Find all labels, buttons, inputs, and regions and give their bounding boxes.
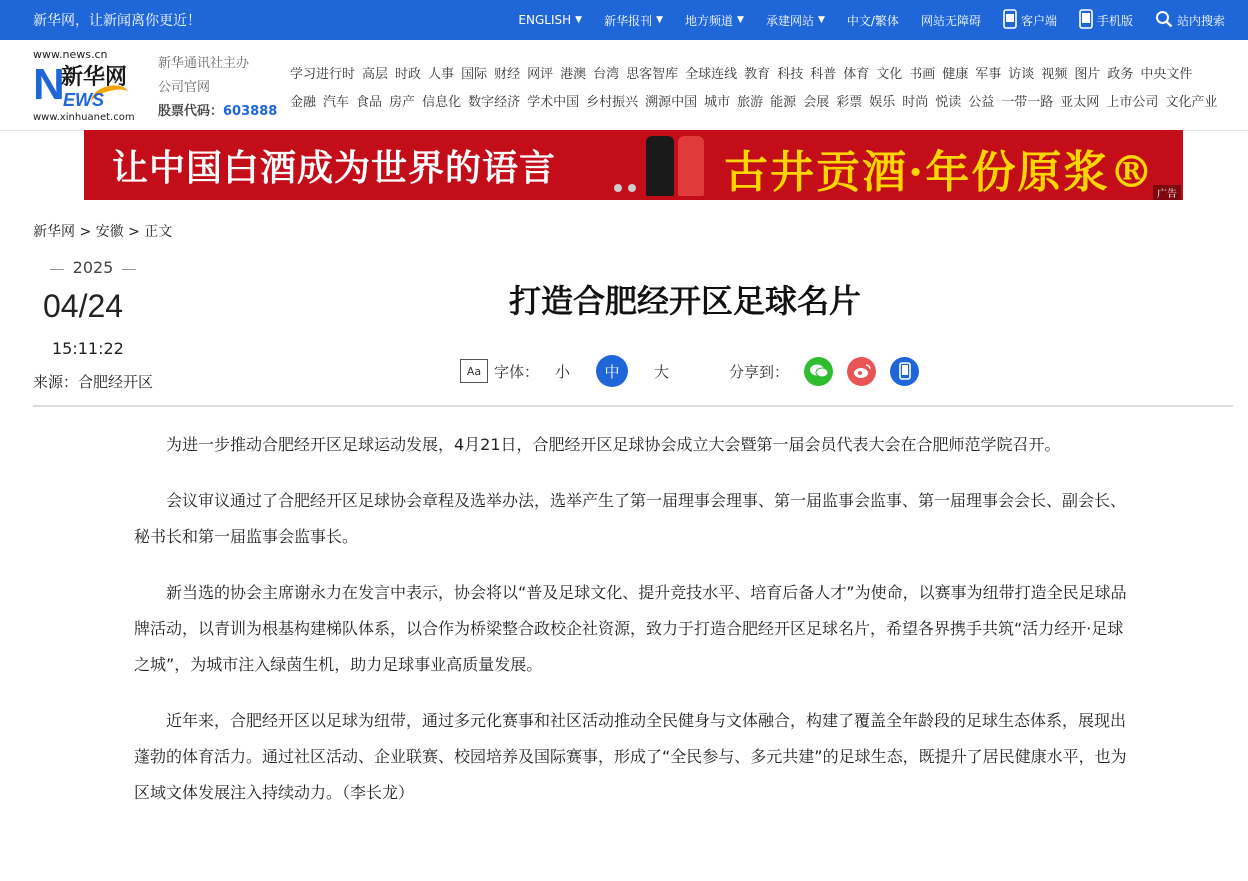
nav-mobile-version[interactable]: 手机版	[1068, 9, 1144, 32]
ad-banner[interactable]	[84, 130, 1183, 200]
nav-traditional-chinese[interactable]: 中文/繁体	[846, 13, 899, 28]
nav-site-search[interactable]: 站内搜索	[1144, 10, 1236, 31]
channel-link[interactable]: 访谈	[1008, 66, 1035, 82]
channel-link[interactable]: 视频	[1041, 66, 1068, 82]
channel-link[interactable]: 中央文件	[1140, 66, 1193, 82]
search-icon	[1155, 10, 1173, 31]
article-paragraph: 新当选的协会主席谢永力在发言中表示，协会将以“普及足球文化、提升竞技水平、培育后备人才”为使命，以赛事为纽带打造全民足球品牌活动，以青训为根基构建梯队体系，以合作为桥梁整合政校企社资源，致力于打造合肥经开区足球名片，希望各界携手共筑“活力经开·足球之城”，为城市注入绿茵生机，助力足球事业高质量发展。	[134, 583, 1127, 674]
channel-link[interactable]: 娱乐	[869, 94, 896, 110]
article-source: 来源：合肥经开区	[33, 373, 154, 391]
top-bar	[0, 0, 1248, 40]
channel-link[interactable]: 亚太网	[1060, 94, 1100, 110]
breadcrumb-current: 正文	[144, 224, 173, 240]
chevron-down-icon: ▼	[737, 15, 744, 25]
channel-link[interactable]: 数字经济	[468, 94, 521, 110]
channel-link[interactable]: 时政	[395, 66, 422, 82]
channel-link[interactable]: 书画	[909, 66, 936, 82]
channel-link[interactable]: 文化	[876, 66, 903, 82]
font-medium-button[interactable]: 中	[596, 355, 628, 387]
publish-year: 2025	[48, 258, 138, 277]
weibo-share-icon[interactable]	[847, 357, 876, 386]
nav-local-channels[interactable]: 地方频道 ▼	[685, 13, 744, 28]
breadcrumb: 新华网 > 安徽 > 正文	[33, 224, 173, 240]
channel-link[interactable]: 乡村振兴	[586, 94, 639, 110]
site-slogan: 新华网，让新闻离你更近！	[33, 13, 201, 29]
ad-brand: 古井贡酒·年份原浆®	[724, 147, 1156, 198]
content-divider	[33, 405, 1233, 407]
carousel-dots[interactable]	[614, 184, 636, 192]
channel-link[interactable]: 健康	[942, 66, 969, 82]
mobile-phone-icon	[1079, 9, 1093, 32]
wechat-share-icon[interactable]	[804, 357, 833, 386]
channel-link[interactable]: 教育	[744, 66, 771, 82]
channel-link[interactable]: 高层	[362, 66, 389, 82]
channel-link[interactable]: 学术中国	[527, 94, 580, 110]
article-paragraph: 近年来，合肥经开区以足球为纽带，通过多元化赛事和社区活动推动全民健身与文体融合，构建了覆盖全年龄段的足球生态体系，展现出蓬勃的体育活力。通过社区活动、企业联赛、校园培养及国际赛事，形成了“全民参与、多元共建”的足球生态，既提升了居民健康水平，也为区域文体发展注入持续动力。（李长龙）	[134, 711, 1127, 802]
ad-tag: 广告	[1153, 185, 1181, 200]
chevron-down-icon: ▼	[817, 15, 825, 25]
font-label: 字体：	[494, 362, 540, 381]
channel-link[interactable]: 图片	[1074, 66, 1101, 82]
bottle-image	[678, 136, 704, 196]
channel-link[interactable]: 学习进行时	[290, 66, 356, 82]
nav-built-sites[interactable]: 承建网站 ▼	[765, 13, 825, 28]
channel-link[interactable]: 溯源中国	[645, 94, 698, 110]
channel-link[interactable]: 时尚	[902, 94, 929, 110]
channel-link[interactable]: 全球连线	[685, 66, 738, 82]
channel-link[interactable]: 科普	[810, 66, 837, 82]
channel-link[interactable]: 政务	[1107, 66, 1134, 82]
channel-link[interactable]: 思客智库	[626, 66, 679, 82]
breadcrumb-channel[interactable]: 安徽	[95, 224, 124, 240]
channel-link[interactable]: 金融	[290, 94, 317, 110]
channel-row-1	[290, 58, 1240, 86]
channel-link[interactable]: 房产	[389, 94, 416, 110]
channel-link[interactable]: 会展	[803, 94, 830, 110]
channel-link[interactable]: 人事	[428, 66, 455, 82]
publish-time: 15:11:22	[52, 339, 124, 358]
channel-link[interactable]: 信息化	[422, 94, 462, 110]
font-small-button[interactable]: 小	[555, 362, 571, 381]
channel-link[interactable]: 上市公司	[1106, 94, 1159, 110]
font-large-button[interactable]: 大	[654, 362, 670, 381]
channel-link[interactable]: 财经	[494, 66, 521, 82]
channel-link[interactable]: 公益	[968, 94, 995, 110]
app-qr-icon	[1003, 9, 1017, 32]
xinhua-logo[interactable]: www.news.cn N 新华网 EWS www.xinhuanet.com	[33, 48, 135, 123]
article-title: 打造合肥经开区足球名片	[508, 282, 861, 320]
channel-link[interactable]: 能源	[770, 94, 797, 110]
channel-link[interactable]: 网评	[527, 66, 554, 82]
nav-accessibility[interactable]: 网站无障碍	[920, 13, 981, 28]
publish-date: 04/24	[43, 288, 124, 324]
article-paragraph: 会议审议通过了合肥经开区足球协会章程及选举办法，选举产生了第一届理事会理事、第一届监事会监事、第一届理事会会长、副会长、秘书长和第一届监事会监事长。	[134, 491, 1127, 546]
channel-link[interactable]: 旅游	[737, 94, 764, 110]
breadcrumb-home[interactable]: 新华网	[33, 224, 75, 240]
channel-link[interactable]: 汽车	[323, 94, 350, 110]
stock-code[interactable]: 603888	[223, 104, 278, 119]
site-header	[0, 40, 1248, 131]
nav-client-app[interactable]: 客户端	[992, 9, 1068, 32]
channel-link[interactable]: 食品	[356, 94, 383, 110]
chevron-down-icon: ▼	[656, 15, 664, 25]
nav-xinhua-press[interactable]: 新华报刊 ▼	[604, 13, 664, 28]
share-label: 分享到：	[729, 362, 790, 381]
channel-link[interactable]: 文化产业	[1165, 94, 1218, 110]
channel-link[interactable]: 一带一路	[1001, 94, 1054, 110]
channel-link[interactable]: 彩票	[836, 94, 863, 110]
channel-link[interactable]: 体育	[843, 66, 870, 82]
mobile-share-icon[interactable]	[890, 357, 919, 386]
channel-link[interactable]: 城市	[704, 94, 731, 110]
org-info: 新华通讯社主办 公司官网 股票代码：603888	[158, 56, 278, 119]
ad-slogan: 让中国白酒成为世界的语言	[112, 148, 557, 189]
channel-link[interactable]: 科技	[777, 66, 804, 82]
nav-english[interactable]: ENGLISH ▼	[518, 13, 583, 27]
chevron-down-icon: ▼	[575, 15, 583, 25]
channel-link[interactable]: 港澳	[560, 66, 587, 82]
channel-link[interactable]: 军事	[975, 66, 1002, 82]
article-tools	[460, 354, 926, 388]
article-paragraph: 为进一步推动合肥经开区足球运动发展，4月21日，合肥经开区足球协会成立大会暨第一届会员代表大会在合肥师范学院召开。	[166, 435, 1061, 454]
channel-link[interactable]: 悦读	[935, 94, 962, 110]
channel-link[interactable]: 台湾	[593, 66, 620, 82]
channel-nav	[290, 58, 1240, 114]
channel-link[interactable]: 国际	[461, 66, 488, 82]
font-size-icon: Aa	[460, 359, 488, 383]
channel-row-2	[290, 86, 1240, 114]
top-nav	[507, 0, 1248, 40]
bottle-image	[646, 136, 674, 196]
article-body	[134, 427, 1134, 831]
